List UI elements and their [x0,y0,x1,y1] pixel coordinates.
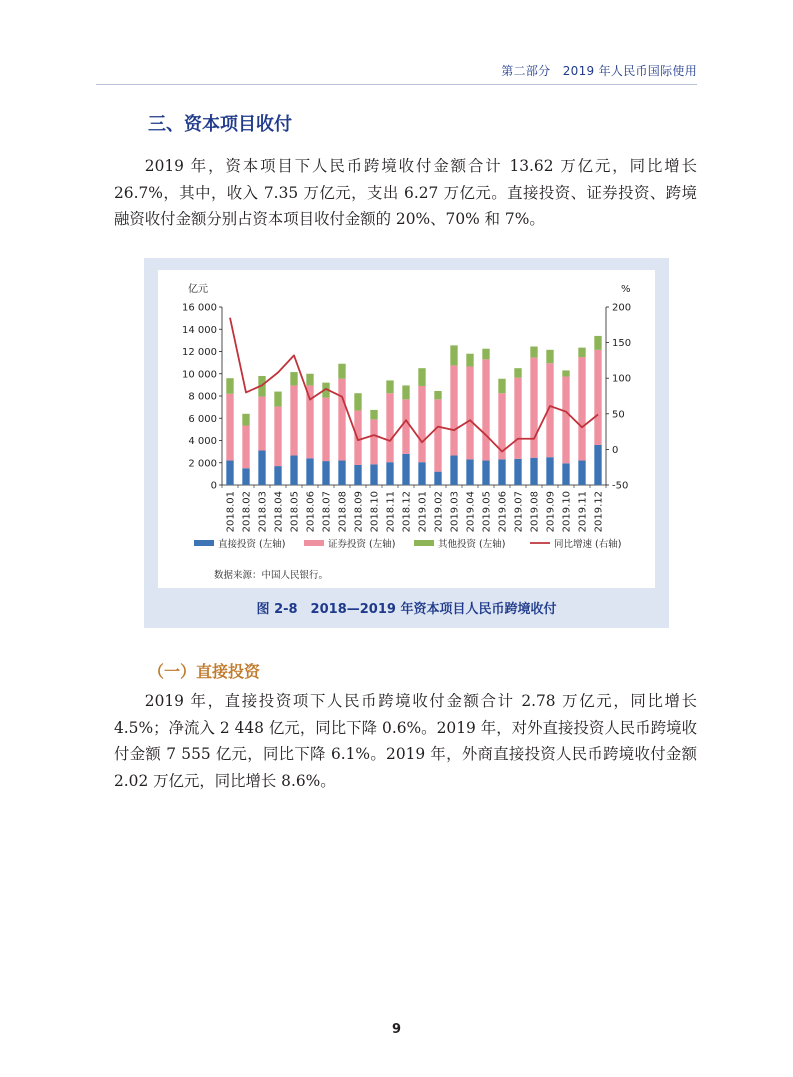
section-title: 三、资本项目收付 [148,114,292,135]
left-tick-label: 2 000 [188,458,217,470]
x-tick-label: 2019.05 [481,491,493,533]
bar-segment-other [306,374,313,386]
bar-segment-securities [322,398,329,461]
left-axis-unit: 亿元 [188,284,208,295]
growth-rate-line [230,318,598,452]
bar-segment-direct [498,459,505,485]
legend-swatch [194,540,214,546]
right-axis-unit: % [621,284,631,295]
bar-segment-securities [338,379,345,461]
paragraph-direct-investment: 2019 年，直接投资项下人民币跨境收付金额合计 2.78 万亿元，同比增长 4.5%；净流入 2 448 亿元，同比下降 0.6%。2019 年，对外直接投资人民币跨境收付金额 7 555 亿元，同比下降 6.1%。2019 年，外商直接投资人民币跨境收付金额 2.02 万亿元，同比增长 8.6%。 [114,692,697,790]
left-tick-label: 0 [210,480,217,492]
bar-segment-other [498,379,505,393]
x-tick-label: 2018.04 [273,491,285,533]
bar-segment-direct [306,458,313,485]
bar-segment-securities [482,359,489,460]
x-tick-label: 2018.06 [305,491,317,533]
bar-segment-direct [514,459,521,485]
left-tick-label: 16 000 [182,302,217,314]
bar-segment-direct [594,445,601,485]
bar-segment-securities [242,425,249,468]
legend [194,538,621,550]
bar-segment-securities [290,385,297,455]
bar-segment-other [370,410,377,419]
bar-segment-other [482,349,489,360]
bar-segment-other [274,392,281,407]
x-tick-label: 2019.04 [465,491,477,533]
bar-segment-direct [466,459,473,485]
bar-segment-direct [434,472,441,485]
bar-segment-securities [578,357,585,460]
legend-swatch [414,540,434,546]
bar-segment-direct [450,456,457,485]
bar-segment-securities [306,385,313,458]
bar-segment-securities [418,386,425,462]
running-header: 第二部分 2019 年人民币国际使用 [501,64,697,78]
bar-segment-direct [530,458,537,485]
bar-segment-other [466,354,473,367]
bar-segment-direct [338,461,345,485]
bar-segment-other [514,368,521,377]
right-tick-label: 50 [612,409,625,421]
bar-segment-other [242,414,249,426]
x-tick-label: 2018.10 [369,491,381,533]
x-tick-label: 2018.05 [289,491,301,533]
x-tick-label: 2019.08 [529,491,541,533]
bar-segment-other [530,346,537,357]
bar-segment-securities [386,393,393,462]
left-tick-label: 12 000 [182,347,217,358]
right-tick-label: 200 [612,302,632,314]
bar-segment-other [354,393,361,410]
legend-label: 同比增速 (右轴) [554,539,622,550]
paragraph-capital-account: 2019 年，资本项目下人民币跨境收付金额合计 13.62 万亿元，同比增长 26.7%，其中，收入 7.35 万亿元，支出 6.27 万亿元。直接投资、证券投资、跨境融资收付金额分别占资本项目收付金额的 20%、70% 和 7%。 [114,157,697,228]
left-tick-label: 4 000 [188,436,217,447]
x-tick-label: 2019.02 [433,491,445,533]
right-tick-label: 100 [612,373,632,385]
bar-segment-other [338,364,345,379]
bar-segment-other [418,368,425,386]
right-tick-label: -50 [612,480,629,492]
left-tick-label: 14 000 [182,324,217,336]
x-tick-label: 2019.06 [497,491,509,533]
bar-segment-other [578,348,585,357]
bar-segment-other [290,372,297,385]
x-tick-label: 2018.03 [257,491,269,533]
bar-segment-direct [226,461,233,485]
bar-segment-other [226,378,233,394]
bar-segment-securities [274,407,281,467]
x-tick-label: 2018.09 [353,491,365,533]
bar-segment-direct [322,461,329,485]
figure-chart-area [158,270,655,588]
bar-segment-securities [450,365,457,455]
bar-segment-direct [290,456,297,485]
x-tick-label: 2018.02 [241,491,253,533]
legend-label: 直接投资 (左轴) [218,539,286,550]
bar-segment-securities [530,358,537,458]
x-tick-label: 2019.12 [593,491,605,533]
bar-segment-securities [434,399,441,471]
bar-segment-direct [242,468,249,485]
chart-source: 数据来源：中国人民银行。 [214,570,329,581]
figure-caption: 图 2-8 2018—2019 年资本项目人民币跨境收付 [256,602,557,617]
x-tick-label: 2019.10 [561,491,573,533]
bar-segment-securities [370,419,377,464]
bar-segment-other [402,385,409,399]
bars-layer [226,336,601,485]
bar-segment-other [594,336,601,350]
bar-segment-securities [258,397,265,451]
subsection-title: （一）直接投资 [148,662,261,681]
left-tick-label: 6 000 [188,413,217,425]
x-tick-labels [226,491,605,532]
growth-line-layer [230,318,598,452]
left-tick-label: 10 000 [182,369,217,381]
bar-segment-securities [226,394,233,461]
bar-segment-direct [274,466,281,485]
chart-svg [158,270,655,588]
bar-segment-direct [418,462,425,485]
bar-segment-direct [386,462,393,485]
x-tick-label: 2019.03 [449,491,461,533]
left-tick-label: 8 000 [188,391,217,403]
x-tick-label: 2019.11 [577,491,589,533]
bar-segment-direct [546,457,553,485]
bar-segment-securities [562,377,569,464]
bar-segment-other [546,350,553,363]
bar-segment-direct [482,461,489,485]
bar-segment-other [562,370,569,376]
bar-segment-direct [562,463,569,485]
right-tick-label: 0 [612,444,619,456]
x-tick-label: 2018.08 [337,491,349,533]
x-tick-label: 2018.07 [321,491,333,533]
bar-segment-securities [514,378,521,459]
x-tick-label: 2019.09 [545,491,557,533]
bar-segment-other [450,345,457,365]
x-tick-label: 2018.12 [401,491,413,533]
legend-label: 证券投资 (左轴) [328,539,396,550]
x-tick-label: 2019.07 [513,491,525,533]
x-tick-label: 2019.01 [417,491,429,533]
x-tick-label: 2018.01 [225,491,237,533]
x-tick-label: 2018.11 [385,491,397,533]
page-number: 9 [391,1022,402,1037]
bar-segment-securities [594,350,601,445]
bar-segment-direct [370,464,377,485]
bar-segment-direct [354,465,361,485]
header-rule [96,84,697,85]
right-tick-label: 150 [612,338,632,350]
figure-box [144,258,669,628]
bar-segment-direct [402,454,409,485]
bar-segment-securities [402,399,409,454]
legend-swatch [304,540,324,546]
bar-segment-direct [578,461,585,485]
legend-label: 其他投资 (左轴) [438,539,506,550]
bar-segment-securities [466,367,473,460]
bar-segment-other [434,391,441,399]
bar-segment-other [386,380,393,393]
bar-segment-direct [258,451,265,485]
